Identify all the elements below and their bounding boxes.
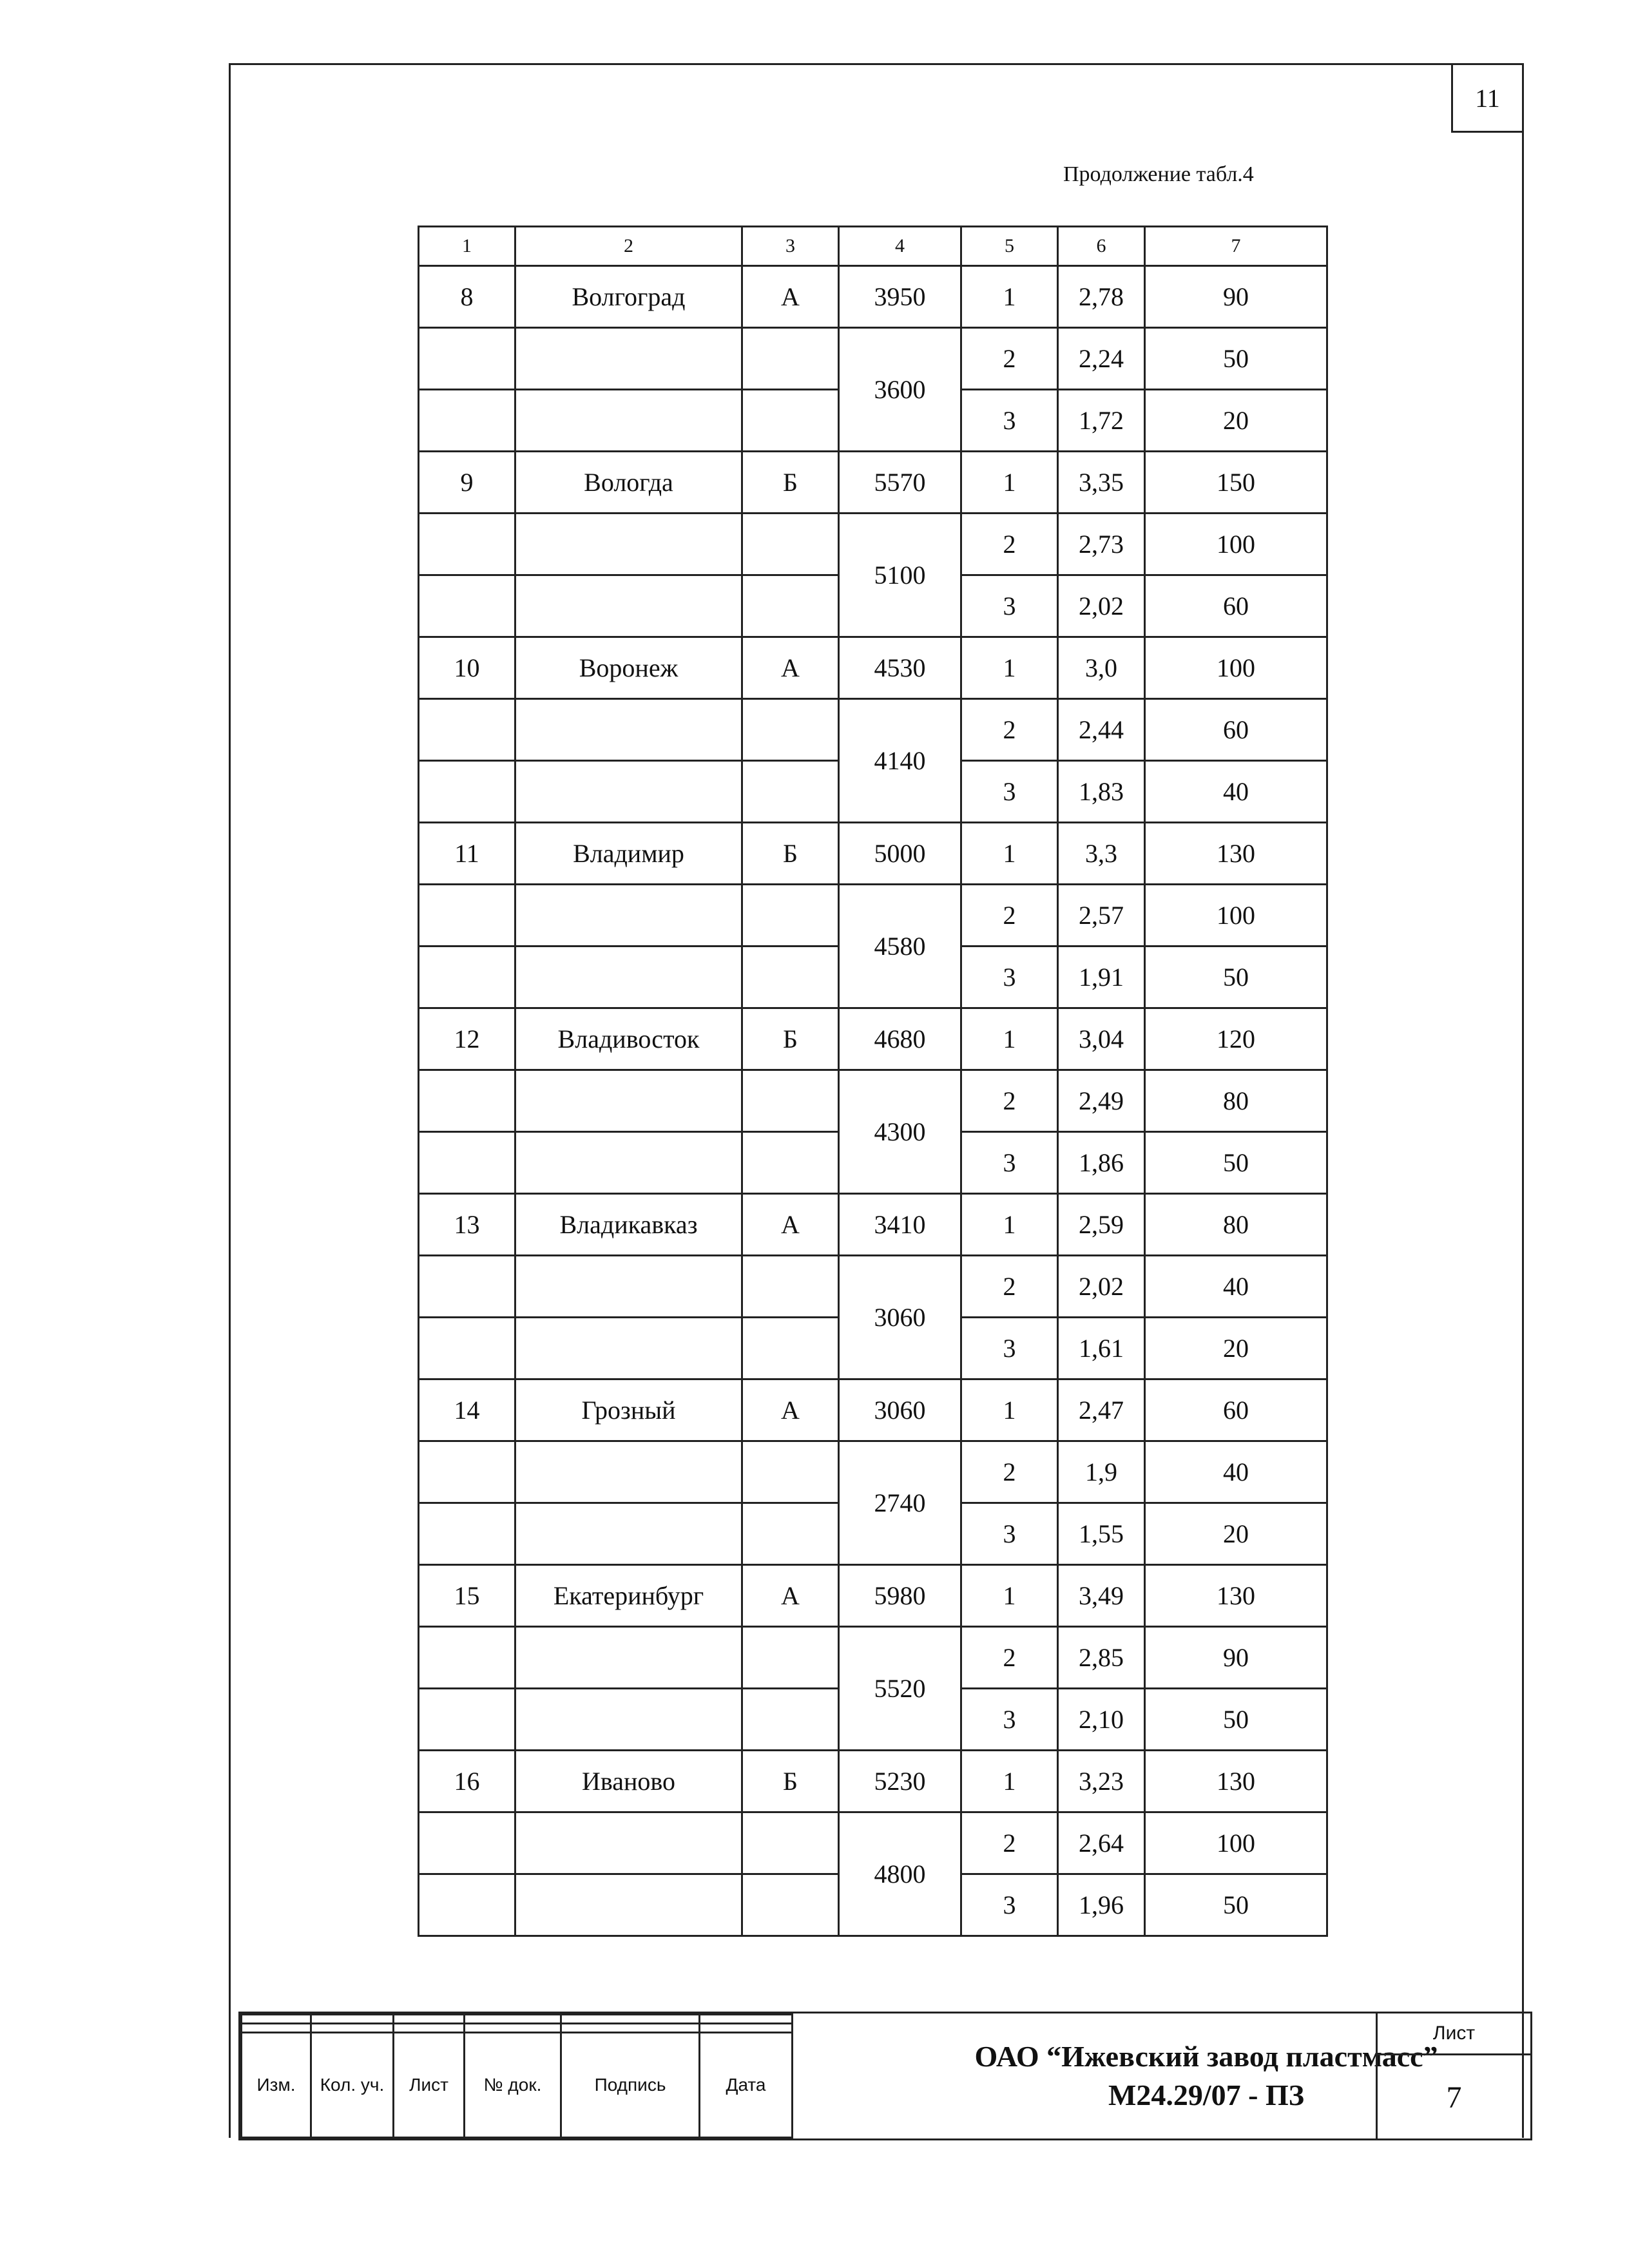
organization-name: ОАО “Ижевский завод пластмасс” — [974, 2040, 1438, 2073]
value-cell: 4300 — [839, 1070, 961, 1194]
table-row — [419, 1751, 1327, 1812]
value-cell: 4140 — [839, 699, 961, 823]
amount-cell: 60 — [1145, 699, 1327, 761]
zone-cell: А — [742, 1565, 839, 1627]
variant-cell: 1 — [961, 266, 1058, 328]
empty-cell — [515, 1441, 742, 1503]
signature-label-row — [242, 2032, 793, 2137]
value-cell: 3410 — [839, 1194, 961, 1256]
data-table-body — [419, 227, 1327, 1936]
empty-cell — [419, 1256, 515, 1318]
coefficient-cell: 2,64 — [1058, 1812, 1145, 1874]
amount-cell: 50 — [1145, 1689, 1327, 1751]
variant-cell: 3 — [961, 1503, 1058, 1565]
empty-cell — [742, 885, 839, 947]
empty-cell — [419, 1874, 515, 1936]
coefficient-cell: 3,3 — [1058, 823, 1145, 885]
empty-cell — [742, 328, 839, 390]
variant-cell: 2 — [961, 1627, 1058, 1689]
table-row — [419, 514, 1327, 575]
empty-cell — [742, 1256, 839, 1318]
empty-cell — [742, 1441, 839, 1503]
city-cell: Грозный — [515, 1379, 742, 1441]
city-cell: Владивосток — [515, 1008, 742, 1070]
amount-cell: 20 — [1145, 390, 1327, 452]
amount-cell: 50 — [1145, 1874, 1327, 1936]
table-row — [419, 823, 1327, 885]
amount-cell: 20 — [1145, 1318, 1327, 1379]
empty-cell — [515, 1256, 742, 1318]
empty-cell — [742, 1503, 839, 1565]
variant-cell: 3 — [961, 1689, 1058, 1751]
empty-cell — [742, 761, 839, 823]
amount-cell: 50 — [1145, 1132, 1327, 1194]
coefficient-cell: 2,24 — [1058, 328, 1145, 390]
variant-cell: 1 — [961, 1379, 1058, 1441]
city-cell: Иваново — [515, 1751, 742, 1812]
value-cell: 4580 — [839, 885, 961, 1008]
amount-cell: 90 — [1145, 266, 1327, 328]
coefficient-cell: 3,49 — [1058, 1565, 1145, 1627]
table-row — [419, 1627, 1327, 1689]
row-number-cell: 8 — [419, 266, 515, 328]
empty-cell — [515, 575, 742, 637]
empty-cell — [515, 390, 742, 452]
table-row — [419, 266, 1327, 328]
table-row — [419, 1256, 1327, 1318]
empty-cell — [419, 1070, 515, 1132]
coefficient-cell: 2,10 — [1058, 1689, 1145, 1751]
amount-cell: 100 — [1145, 514, 1327, 575]
empty-cell — [742, 699, 839, 761]
amount-cell: 120 — [1145, 1008, 1327, 1070]
coefficient-cell: 3,0 — [1058, 637, 1145, 699]
empty-cell — [419, 1503, 515, 1565]
coefficient-cell: 2,44 — [1058, 699, 1145, 761]
table-row — [419, 452, 1327, 514]
coefficient-cell: 2,49 — [1058, 1070, 1145, 1132]
empty-cell — [419, 514, 515, 575]
empty-cell — [742, 947, 839, 1008]
empty-cell — [515, 1874, 742, 1936]
variant-cell: 1 — [961, 1565, 1058, 1627]
empty-cell — [515, 1503, 742, 1565]
variant-cell: 1 — [961, 1751, 1058, 1812]
empty-cell — [515, 1627, 742, 1689]
city-cell: Вологда — [515, 452, 742, 514]
variant-cell: 1 — [961, 823, 1058, 885]
header-cell: 5 — [961, 227, 1058, 266]
amount-cell: 100 — [1145, 885, 1327, 947]
amount-cell: 90 — [1145, 1627, 1327, 1689]
header-cell: 6 — [1058, 227, 1145, 266]
empty-cell — [419, 761, 515, 823]
table-row — [419, 1379, 1327, 1441]
variant-cell: 2 — [961, 328, 1058, 390]
coefficient-cell: 1,91 — [1058, 947, 1145, 1008]
empty-cell — [515, 947, 742, 1008]
amount-cell: 60 — [1145, 1379, 1327, 1441]
empty-cell — [515, 1132, 742, 1194]
row-number-cell: 15 — [419, 1565, 515, 1627]
amount-cell: 80 — [1145, 1070, 1327, 1132]
coefficient-cell: 3,23 — [1058, 1751, 1145, 1812]
empty-cell — [515, 699, 742, 761]
empty-cell — [515, 1689, 742, 1751]
variant-cell: 3 — [961, 947, 1058, 1008]
amount-cell: 50 — [1145, 947, 1327, 1008]
row-number-cell: 9 — [419, 452, 515, 514]
variant-cell: 3 — [961, 761, 1058, 823]
stamp-label: Дата — [700, 2032, 793, 2137]
amount-cell: 130 — [1145, 1751, 1327, 1812]
value-cell: 5570 — [839, 452, 961, 514]
coefficient-cell: 2,57 — [1058, 885, 1145, 947]
value-cell: 5520 — [839, 1627, 961, 1751]
variant-cell: 2 — [961, 885, 1058, 947]
variant-cell: 2 — [961, 514, 1058, 575]
amount-cell: 40 — [1145, 1441, 1327, 1503]
value-cell: 5980 — [839, 1565, 961, 1627]
value-cell: 3060 — [839, 1379, 961, 1441]
coefficient-cell: 2,73 — [1058, 514, 1145, 575]
stamp-label: Лист — [394, 2032, 465, 2137]
variant-cell: 2 — [961, 1441, 1058, 1503]
empty-cell — [742, 1132, 839, 1194]
header-cell: 4 — [839, 227, 961, 266]
city-cell: Владимир — [515, 823, 742, 885]
empty-cell — [742, 1812, 839, 1874]
empty-cell — [742, 1070, 839, 1132]
coefficient-cell: 1,96 — [1058, 1874, 1145, 1936]
row-number-cell: 13 — [419, 1194, 515, 1256]
empty-cell — [419, 328, 515, 390]
empty-cell — [515, 761, 742, 823]
amount-cell: 60 — [1145, 575, 1327, 637]
city-cell: Владикавказ — [515, 1194, 742, 1256]
empty-cell — [419, 1812, 515, 1874]
variant-cell: 3 — [961, 1132, 1058, 1194]
value-cell: 4800 — [839, 1812, 961, 1936]
variant-cell: 1 — [961, 637, 1058, 699]
empty-cell — [419, 1627, 515, 1689]
title-block — [238, 2012, 1532, 2140]
empty-cell — [742, 1627, 839, 1689]
empty-cell — [515, 514, 742, 575]
coefficient-cell: 1,9 — [1058, 1441, 1145, 1503]
value-cell: 3950 — [839, 266, 961, 328]
empty-cell — [742, 575, 839, 637]
variant-cell: 1 — [961, 1008, 1058, 1070]
variant-cell: 3 — [961, 390, 1058, 452]
zone-cell: А — [742, 637, 839, 699]
zone-cell: Б — [742, 1008, 839, 1070]
table-row — [419, 885, 1327, 947]
zone-cell: А — [742, 266, 839, 328]
coefficient-cell: 1,72 — [1058, 390, 1145, 452]
table-row — [419, 328, 1327, 390]
table-row — [419, 1441, 1327, 1503]
empty-cell — [742, 1874, 839, 1936]
empty-cell — [419, 947, 515, 1008]
coefficient-cell: 2,47 — [1058, 1379, 1145, 1441]
variant-cell: 3 — [961, 1318, 1058, 1379]
variant-cell: 2 — [961, 1070, 1058, 1132]
empty-cell — [515, 1318, 742, 1379]
coefficient-cell: 1,55 — [1058, 1503, 1145, 1565]
table-row — [419, 637, 1327, 699]
variant-cell: 2 — [961, 1812, 1058, 1874]
coefficient-cell: 1,61 — [1058, 1318, 1145, 1379]
value-cell: 3060 — [839, 1256, 961, 1379]
signature-row — [242, 2015, 793, 2024]
row-number-cell: 16 — [419, 1751, 515, 1812]
variant-cell: 1 — [961, 1194, 1058, 1256]
amount-cell: 50 — [1145, 328, 1327, 390]
value-cell: 5230 — [839, 1751, 961, 1812]
coefficient-cell: 2,78 — [1058, 266, 1145, 328]
coefficient-cell: 2,02 — [1058, 1256, 1145, 1318]
empty-cell — [742, 1689, 839, 1751]
stamp-label: Изм. — [242, 2032, 311, 2137]
variant-cell: 2 — [961, 699, 1058, 761]
empty-cell — [419, 1132, 515, 1194]
table-row — [419, 1812, 1327, 1874]
page-number-box — [1451, 63, 1524, 133]
header-cell: 7 — [1145, 227, 1327, 266]
empty-cell — [515, 885, 742, 947]
page-number: 11 — [1475, 83, 1500, 113]
row-number-cell: 10 — [419, 637, 515, 699]
amount-cell: 130 — [1145, 823, 1327, 885]
empty-cell — [515, 1070, 742, 1132]
city-cell: Воронеж — [515, 637, 742, 699]
table-row — [419, 1070, 1327, 1132]
value-cell: 3600 — [839, 328, 961, 452]
empty-cell — [419, 1318, 515, 1379]
city-cell: Волгоград — [515, 266, 742, 328]
document-code: М24.29/07 - ПЗ — [1108, 2079, 1305, 2111]
amount-cell: 100 — [1145, 637, 1327, 699]
table-row — [419, 699, 1327, 761]
empty-cell — [419, 1689, 515, 1751]
sheet-label: Лист — [1378, 2013, 1530, 2055]
row-number-cell: 11 — [419, 823, 515, 885]
empty-cell — [419, 390, 515, 452]
data-table — [418, 226, 1328, 1937]
amount-cell: 100 — [1145, 1812, 1327, 1874]
variant-cell: 3 — [961, 1874, 1058, 1936]
coefficient-cell: 2,59 — [1058, 1194, 1145, 1256]
stamp-label: № док. — [465, 2032, 561, 2137]
empty-cell — [742, 1318, 839, 1379]
table-row — [419, 1008, 1327, 1070]
value-cell: 4680 — [839, 1008, 961, 1070]
row-number-cell: 12 — [419, 1008, 515, 1070]
coefficient-cell: 2,85 — [1058, 1627, 1145, 1689]
header-cell: 2 — [515, 227, 742, 266]
amount-cell: 80 — [1145, 1194, 1327, 1256]
coefficient-cell: 1,86 — [1058, 1132, 1145, 1194]
value-cell: 5000 — [839, 823, 961, 885]
value-cell: 4530 — [839, 637, 961, 699]
amount-cell: 150 — [1145, 452, 1327, 514]
table-caption: Продолжение табл.4 — [1063, 162, 1254, 186]
empty-cell — [419, 885, 515, 947]
coefficient-cell: 1,83 — [1058, 761, 1145, 823]
stamp-label: Кол. уч. — [311, 2032, 394, 2137]
city-cell: Екатеринбург — [515, 1565, 742, 1627]
sheet-block — [1376, 2013, 1530, 2138]
variant-cell: 1 — [961, 452, 1058, 514]
variant-cell: 3 — [961, 575, 1058, 637]
zone-cell: Б — [742, 452, 839, 514]
empty-cell — [419, 575, 515, 637]
header-cell: 1 — [419, 227, 515, 266]
empty-cell — [742, 390, 839, 452]
amount-cell: 130 — [1145, 1565, 1327, 1627]
row-number-cell: 14 — [419, 1379, 515, 1441]
coefficient-cell: 2,02 — [1058, 575, 1145, 637]
header-cell: 3 — [742, 227, 839, 266]
table-header-row — [419, 227, 1327, 266]
signature-row — [242, 2023, 793, 2032]
zone-cell: А — [742, 1379, 839, 1441]
zone-cell: А — [742, 1194, 839, 1256]
amount-cell: 40 — [1145, 761, 1327, 823]
coefficient-cell: 3,35 — [1058, 452, 1145, 514]
empty-cell — [419, 1441, 515, 1503]
variant-cell: 2 — [961, 1256, 1058, 1318]
zone-cell: Б — [742, 1751, 839, 1812]
table-row — [419, 1565, 1327, 1627]
coefficient-cell: 3,04 — [1058, 1008, 1145, 1070]
stamp-label: Подпись — [561, 2032, 700, 2137]
empty-cell — [515, 1812, 742, 1874]
value-cell: 5100 — [839, 514, 961, 637]
signature-grid — [240, 2013, 793, 2138]
sheet-number: 7 — [1446, 2080, 1462, 2115]
zone-cell: Б — [742, 823, 839, 885]
table-row — [419, 1194, 1327, 1256]
value-cell: 2740 — [839, 1441, 961, 1565]
empty-cell — [515, 328, 742, 390]
empty-cell — [419, 699, 515, 761]
empty-cell — [742, 514, 839, 575]
amount-cell: 40 — [1145, 1256, 1327, 1318]
amount-cell: 20 — [1145, 1503, 1327, 1565]
